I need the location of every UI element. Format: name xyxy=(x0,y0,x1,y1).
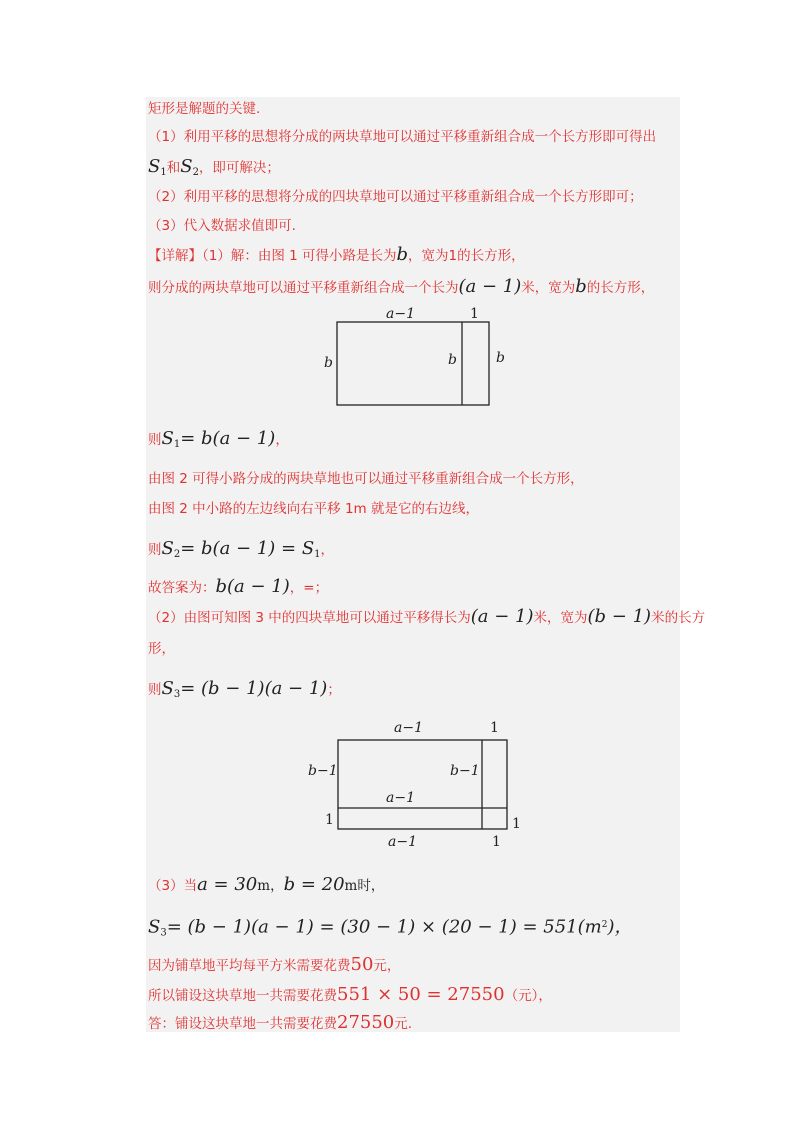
text-line-1: 矩形是解题的关键. xyxy=(148,101,261,117)
text-line-11: 则$S_2= b(a - 1) = S_1$， xyxy=(148,538,335,560)
text-line-10: 由图 2 中小路的左边线向右平移 1m 就是它的右边线， xyxy=(148,501,479,517)
fig2-label-left-b: b−1 xyxy=(308,763,338,779)
text-line-9: 由图 2 可得小路分成的两块草地也可以通过平移重新组合成一个长方形， xyxy=(148,471,584,487)
fig2-label-top-1: 1 xyxy=(490,720,499,736)
fig2-label-right-1: 1 xyxy=(512,816,521,832)
text-line-7: 则分成的两块草地可以通过平移重新组合成一个长为(a − 1)米，宽为b的长方形， xyxy=(148,276,655,297)
text-line-13: （2）由图可知图 3 中的四块草地可以通过平移得长为(a − 1)米，宽为(b − 1)米的长方 xyxy=(148,606,706,627)
text-line-2: （1）利用平移的思想将分成的两块草地可以通过平移重新组合成一个长方形即可得出 xyxy=(148,129,657,145)
fig1-label-right-b: b xyxy=(496,350,505,366)
text-line-6: 【详解】（1）解：由图 1 可得小路是长为b，宽为1的长方形， xyxy=(148,244,525,265)
fig1-label-mid-b: b xyxy=(448,352,457,368)
text-line-14: 形， xyxy=(148,641,175,657)
text-line-16: （3）当a = 30m，b = 20m时， xyxy=(148,874,385,895)
text-line-20: 答：铺设这块草地一共需要花费27550元. xyxy=(148,1012,413,1033)
fig2-label-left-1: 1 xyxy=(325,812,334,828)
text-line-4: （2）利用平移的思想将分成的四块草地可以通过平移重新组合成一个长方形即可； xyxy=(148,189,643,205)
text-line-18: 因为铺草地平均每平方米需要花费50元， xyxy=(148,954,401,975)
fig2-label-bottom-1: 1 xyxy=(492,834,501,850)
text-line-3: $S_1$和$S_2$，即可解决； xyxy=(148,156,280,178)
fig1-label-left-b: b xyxy=(324,355,333,371)
text-line-19: 所以铺设这块草地一共需要花费551 × 50 = 27550（元）， xyxy=(148,984,552,1005)
fig1-label-top-1: 1 xyxy=(470,306,479,322)
text-line-15: 则$S_3= (b - 1)(a - 1)$； xyxy=(148,678,341,700)
text-line-8: 则$S_1= b(a - 1)$， xyxy=(148,428,289,450)
fig2-label-top-a: a−1 xyxy=(394,720,423,736)
figure-2 xyxy=(300,712,530,857)
figure-1 xyxy=(316,300,516,412)
text-line-17: $S_3= (b - 1)(a - 1) = (30 - 1) \times (20 - 1) = 551(m^2)$， xyxy=(148,916,633,939)
fig1-label-top-a: a−1 xyxy=(386,306,415,322)
fig2-label-mid-a: a−1 xyxy=(386,790,415,806)
fig2-label-mid-b: b−1 xyxy=(450,763,480,779)
text-line-5: （3）代入数据求值即可. xyxy=(148,218,296,234)
fig2-label-bottom-a: a−1 xyxy=(388,834,417,850)
text-line-12: 故答案为：b(a − 1)，=； xyxy=(148,576,329,597)
